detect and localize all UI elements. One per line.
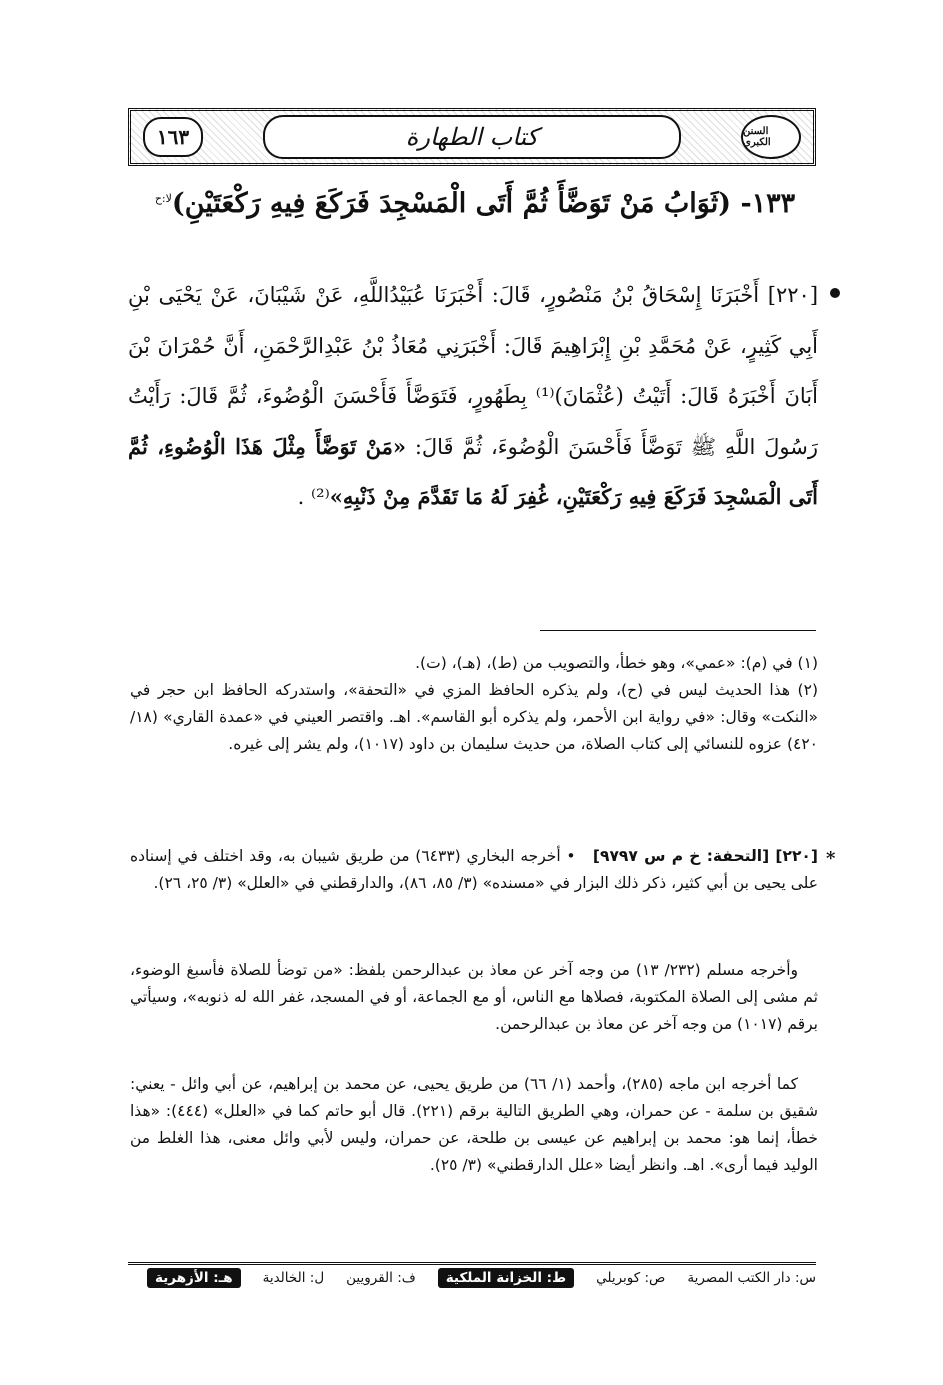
footnote-separator — [540, 630, 816, 631]
manuscript-marker: لا:ح — [154, 192, 172, 205]
manuscript-legend — [138, 1268, 816, 1288]
footnote-1: (١) في (م): «عمي»، وهو خطأ، والتصويب من (ط)، (هـ)، (ت). — [415, 654, 818, 672]
asterisk-icon: * — [826, 848, 836, 869]
hadith-number: [٢٢٠] — [767, 283, 819, 307]
legend-item-highlight: ط: الخزانة الملكية — [438, 1268, 574, 1288]
takhrij-2: وأخرجه مسلم (٢٣٢/ ١٣) من وجه آخر عن معاذ بن عبدالرحمن بلفظ: «من توضأ للصلاة فأسبغ الوضوء، ثم مشى إلى الصلاة المكتوبة، فصلاها مع الناس، أو مع الجماعة، أو في المسجد، غفر الله له ذنوبه»، وسيأتي برقم (١٠١٧) من وجه آخر عن معاذ بن عبدالرحمن. — [130, 961, 818, 1033]
takhrij-1 — [130, 843, 818, 897]
chapter-title-text: ١٣٣- (ثَوَابُ مَنْ تَوَضَّأَ ثُمَّ أَتَى الْمَسْجِدَ فَرَكَعَ فِيهِ رَكْعَتَيْنِ) — [171, 188, 796, 219]
legend-item: ف: القرويين — [346, 1270, 416, 1286]
footnote-2: (٢) هذا الحديث ليس في (ح)، ولم يذكره الحافظ المزي في «التحفة»، واستدركه الحافظ ابن حجر في «النكت» وقال: «في رواية ابن الأحمر، ولم يذكره أبو القاسم». اهـ. واقتصر العيني في «عمدة القاري» (١٨/ ٤٢٠) عزوه للنسائي إلى كتاب الصلاة، من حديث سليمان بن داود (١٠١٧)، ولم يشر إلى غيره. — [130, 681, 818, 753]
takhrij-3: كما أخرجه ابن ماجه (٢٨٥)، وأحمد (١/ ٦٦) من طريق يحيى، عن محمد بن إبراهيم، عن أبي وائل - يعني: شقيق بن سلمة - عن حمران، وهي الطريق التالية برقم (٢٢١). قال أبو حاتم كما في «العلل» (٤٤٤): «هذا خطأ، إنما هو: محمد بن إبراهيم عن عيسى بن طلحة، عن حمران، وليس لأبي وائل معنى، هذا الغلط من الوليد فيما أرى». اهـ. وانظر أيضا «علل الدارقطني» (٣/ ٢٥). — [130, 1075, 819, 1174]
legend-item: س: دار الكتب المصرية — [687, 1270, 816, 1286]
takhrij-head: [٢٢٠] [التحفة: خ م س ٩٧٩٧] — [592, 847, 818, 865]
legend-item-highlight: هـ: الأزهرية — [147, 1268, 241, 1288]
legend-item: ص: كوبريلي — [596, 1270, 666, 1286]
legend-item: ل: الخالدية — [262, 1270, 325, 1286]
chapter-title — [130, 188, 820, 219]
page-number: ١٦٣ — [143, 117, 203, 157]
hadith-matn: «مَنْ تَوَضَّأَ مِثْلَ هَذَا الْوُضُوءِ، ثُمَّ أَتَى الْمَسْجِدَ فَرَكَعَ فِيهِ رَكْعَتَيْنِ، غُفِرَ لَهُ مَا تَقَدَّمَ مِنْ ذَنْبِهِ» — [128, 433, 818, 509]
takhrij-text: • أخرجه البخاري (٦٤٣٣) من طريق شيبان به، وقد اختلف في إسناده على يحيى بن أبي كثير، ذكر ذلك البزار في «مسنده» (٣/ ٨٥، ٨٦)، والدارقطني في «العلل» (٣/ ٢٥، ٢٦). — [130, 847, 818, 892]
book-title: كتاب الطهارة — [263, 115, 681, 159]
hadith-end: ⁽²⁾ . — [297, 485, 330, 509]
hadith-isnad: أَخْبَرَنَا إِسْحَاقُ بْنُ مَنْصُورٍ، قَالَ: أَخْبَرَنَا عُبَيْدُاللَّهِ، عَنْ شَيْبَانَ، عَنْ يَحْيَى بْنِ أَبِي كَثِيرٍ، عَنْ مُحَمَّدِ بْنِ إِبْرَاهِيمَ قَالَ: أَخْبَرَنِي مُعَاذُ بْنُ عَبْدِالرَّحْمَنِ، أَنَّ حُمْرَانَ بْنَ أَبَانَ أَخْبَرَهُ قَالَ: أَتَيْتُ (عُثْمَانَ)⁽¹⁾ بِطَهُورٍ، فَتَوَضَّأَ فَأَحْسَنَ الْوُضُوءَ، ثُمَّ قَالَ: رَأَيْتُ رَسُولَ اللَّهِ ﷺ تَوَضَّأَ فَأَحْسَنَ الْوُضُوءَ، ثُمَّ قَالَ: — [128, 283, 819, 459]
hadith-text — [128, 270, 818, 523]
page-header — [128, 108, 816, 166]
logo-emblem: السنن الكبرى — [741, 115, 801, 159]
bullet-icon — [830, 288, 840, 298]
footer-divider — [128, 1262, 816, 1265]
